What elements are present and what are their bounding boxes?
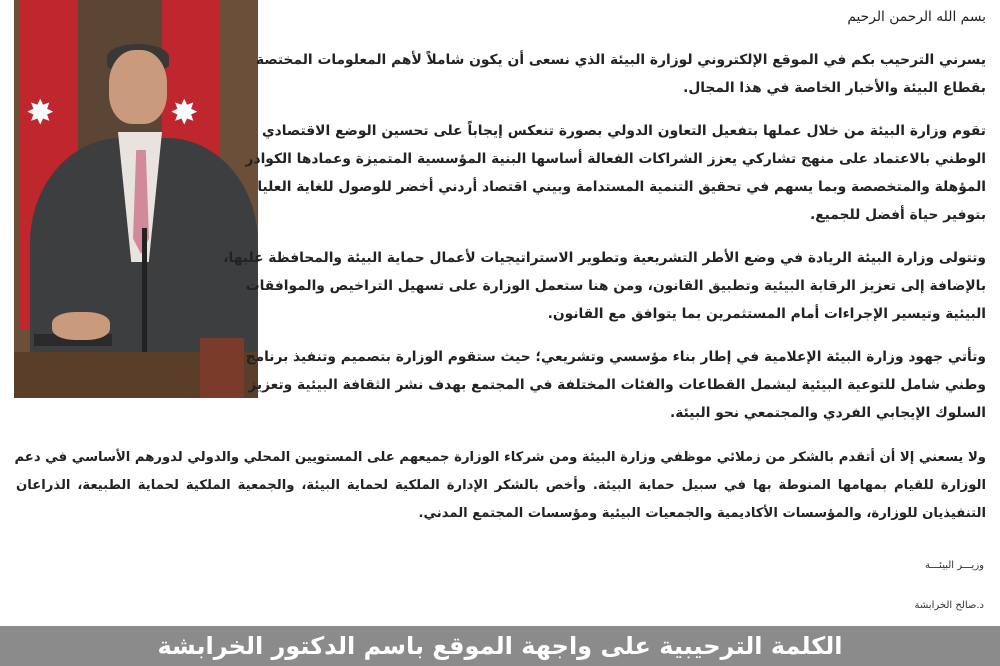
paragraph-line: البيئية وتيسير الإجراءات أمام المستثمرين بما يتوافق مع القانون. — [547, 306, 986, 322]
paragraph-line: ولا يسعني إلا أن أتقدم بالشكر من زملائي موظفي وزارة البيئة ومن شركاء الوزارة جميعهم على المستويين المحلي والدولي لدورهم الأساسي في دعم — [14, 450, 986, 465]
paragraph-line: المؤهلة والمتخصصة وبما يسهم في تحقيق التنمية المستدامة وبيني اقتصاد أردني أخضر للوصول للغاية العليا — [257, 179, 986, 195]
podium-box — [200, 338, 244, 398]
hand — [52, 312, 110, 340]
paragraph-line: وطني شامل للتوعية البيئية ليشمل القطاعات والفئات المختلفة في المجتمع بهدف نشر الثقافة البيئية وتعزيز — [248, 377, 986, 393]
paragraph-line: بالإضافة إلى تعزيز الرقابة البيئية وتطبيق القانون، ومن هنا ستعمل الوزارة على تسهيل التراخيص والموافقات — [245, 278, 986, 294]
paragraph-line: يسرني الترحيب بكم في الموقع الإلكتروني لوزارة البيئة الذي نسعى أن يكون شاملاً لأهم المعلومات المختصة — [255, 52, 986, 68]
caption-banner: الكلمة الترحيبية على واجهة الموقع باسم الدكتور الخرابشة — [0, 626, 1000, 666]
paragraph-line: تقوم وزارة البيئة من خلال عملها بتفعيل التعاون الدولي بصورة تنعكس إيجاباً على تحسين الوضع الاقتصادي — [262, 123, 986, 139]
star-icon: ✸ — [26, 93, 55, 133]
star-icon: ✸ — [170, 93, 199, 133]
paragraph-line: السلوك الإيجابي الفردي والمجتمعي نحو البيئة. — [670, 405, 986, 421]
paragraph-line: وتأتي جهود وزارة البيئة الإعلامية في إطار بناء مؤسسي وتشريعي؛ حيث ستقوم الوزارة بتصميم وتنفيذ برنامج — [245, 349, 986, 365]
paragraph-line: التنفيذيان للوزارة، والمؤسسات الأكاديمية والجمعيات البيئية ومؤسسات المجتمع المدني. — [418, 506, 986, 521]
paragraph-line: وتتولى وزارة البيئة الريادة في وضع الأطر التشريعية وتطوير الاستراتيجيات لأعمال حماية البيئة والمحافظة عليها، — [223, 250, 986, 266]
paragraph-line: الوطني بالاعتماد على منهج تشاركي يعزز الشراكات الفعالة أساسها البنية المؤسسية المتميزة وعمادها الكوادر — [245, 151, 986, 167]
paragraph-line: بتوفير حياة أفضل للجميع. — [810, 207, 986, 223]
face — [109, 50, 167, 124]
paragraph-line: بقطاع البيئة والأخبار الخاصة في هذا المجال. — [683, 80, 986, 96]
paragraph-line: الوزارة للقيام بمهامها المنوطة بها في سبيل حماية البيئة. وأخص بالشكر الإدارة الملكية لحماية البيئة، والجمعية الملكية لحماية الطبيعة، الذراعان — [16, 478, 986, 493]
signature-name: د.صالح الخرابشة — [914, 600, 984, 611]
minister-photo — [14, 0, 258, 398]
signature-title: وزيـــر البيئـــة — [925, 560, 984, 571]
basmala: بسم الله الرحمن الرحيم — [847, 9, 986, 25]
